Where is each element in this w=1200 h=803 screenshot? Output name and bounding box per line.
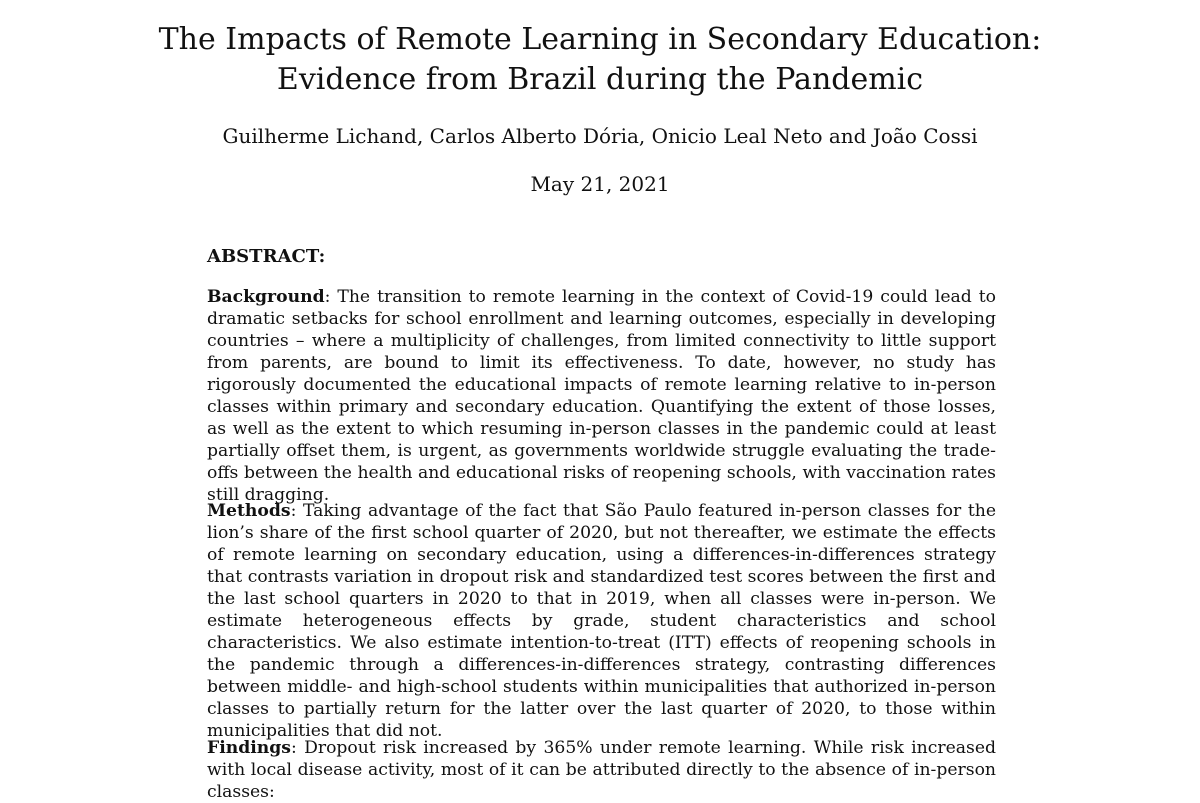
methods-paragraph <box>207 500 996 742</box>
background-text: : The transition to remote learning in the context of Covid-19 could lead to dramatic setbacks for school enrollment and learning outcomes, especially in developing countries – where a multiplicity of challenges, from limited connectivity to little support from parents, are bound to limit its effectiveness. To date, however, no study has rigorously documented the educational impacts of remote learning relative to in-person classes within primary and secondary education. Quantifying the extent of those losses, as well as the extent to which resuming in-person classes in the pandemic could at least partially offset them, is urgent, as governments worldwide struggle evaluating the trade-offs between the health and educational risks of reopening schools, with vaccination rates still dragging. <box>207 287 996 505</box>
methods-text: : Taking advantage of the fact that São Paulo featured in-person classes for the lion’s share of the first school quarter of 2020, but not thereafter, we estimate the effects of remote learning on secondary education, using a differences-in-differences strategy that contrasts variation in dropout risk and standardized test scores between the first and the last school quarters in 2020 to that in 2019, when all classes were in-person. We estimate heterogeneous effects by grade, student characteristics and school characteristics. We also estimate intention-to-treat (ITT) effects of reopening schools in the pandemic through a differences-in-differences strategy, contrasting differences between middle- and high-school students within municipalities that authorized in-person classes to partially return for the latter over the last quarter of 2020, to those within municipalities that did not. <box>207 501 996 741</box>
abstract-heading: ABSTRACT: <box>207 246 326 267</box>
background-paragraph <box>207 286 996 506</box>
methods-label: Methods <box>207 501 291 521</box>
findings-paragraph <box>207 737 996 803</box>
author-list: Guilherme Lichand, Carlos Alberto Dória, Onicio Leal Neto and João Cossi <box>222 124 978 148</box>
title-line-2: Evidence from Brazil during the Pandemic <box>276 62 924 97</box>
findings-text: : Dropout risk increased by 365% under remote learning. While risk increased with local disease activity, most of it can be attributed directly to the absence of in-person classes: <box>207 738 996 802</box>
title-line-1: The Impacts of Remote Learning in Secondary Education: <box>158 22 1042 57</box>
background-label: Background <box>207 287 325 307</box>
publication-date: May 21, 2021 <box>530 172 670 196</box>
findings-label: Findings <box>207 738 291 758</box>
paper-title <box>0 20 1200 100</box>
